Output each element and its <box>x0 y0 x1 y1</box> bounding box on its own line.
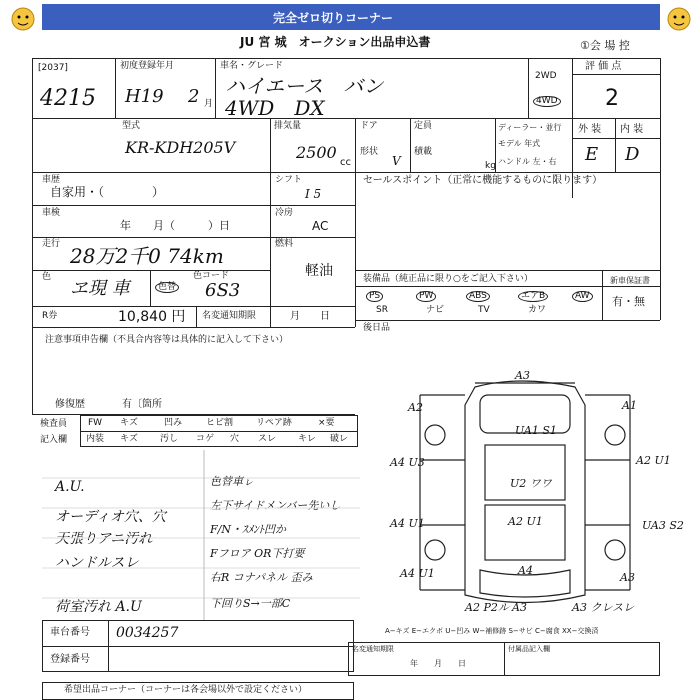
bottom-label: 希望出品コーナー（コーナーは各会場以外で設定ください） <box>64 685 308 695</box>
inspector-mark: リペア跡 <box>256 418 292 428</box>
drive-label: 2WD <box>535 71 557 81</box>
diagram-label: A3 <box>512 601 527 614</box>
header-org: JU 宮 城 オークション出品申込書 <box>240 35 431 49</box>
inspector-mark: 破レ <box>330 434 349 444</box>
remark-left: 天張りアニ汚れ <box>55 531 153 547</box>
equipment-label: 装備品（純正品に限り○をご記入下さい） <box>363 274 533 284</box>
doors-label: ドア <box>360 121 378 131</box>
recycle-value: 10,840 円 <box>118 309 186 325</box>
diagram-label: UA1 S1 <box>515 424 557 437</box>
reserve-label: 付属品記入欄 <box>508 645 550 653</box>
equipment-item: ナビ <box>426 305 445 315</box>
addr-deadline-label: 名変通知期限 <box>352 645 394 653</box>
remark-left: ハンドルスレ <box>55 555 139 571</box>
equipment-item: AW <box>572 291 593 302</box>
shift-label: シフト <box>275 175 303 185</box>
inspector-mark: コゲ <box>196 434 215 444</box>
banner-title: 完全ゼロ切りコーナー <box>273 11 394 25</box>
diagram-label: A4 U1 <box>400 567 435 580</box>
color-value: ヱ現 車 <box>70 278 130 299</box>
displacement-value: 2500 <box>296 143 337 162</box>
displacement-unit: cc <box>340 157 351 168</box>
month-unit: 月 <box>204 99 214 109</box>
chassis-label: 車台番号 <box>50 627 90 638</box>
color-change: 色替 <box>155 282 179 293</box>
inspector-mark: キズ <box>120 418 138 428</box>
inspector-mark: FW <box>88 418 103 428</box>
inspection-label: 車検 <box>42 208 61 218</box>
dealer-label: ディーラー・並行 <box>498 123 562 132</box>
equipment-item: ABS <box>466 291 490 302</box>
inspector-mark: 汚し <box>160 434 179 444</box>
diagram-legend: A−キズ E−エクボ U−凹み W−補修跡 S−サビ C−腐食 XX−交換済 <box>385 627 599 635</box>
shape-value: V <box>392 154 401 168</box>
ext-score: E <box>585 144 599 165</box>
first-reg-label: 初度登録年月 <box>120 61 175 71</box>
remark-right: 下回りS→一部C <box>210 597 291 610</box>
mileage-value: 28万2千0 74km <box>70 244 224 268</box>
chassis-value: 0034257 <box>116 625 179 641</box>
remark-left: A.U. <box>55 479 85 495</box>
int-label: 内 装 <box>620 124 644 135</box>
recycle-label: R券 <box>42 311 58 321</box>
inspector-mark: 凹み <box>164 418 183 428</box>
addr-change-unit: 月 日 <box>290 311 330 322</box>
remarks-lines <box>42 450 360 620</box>
diagram-label: A2 U1 <box>508 515 543 528</box>
vehicle-name: ハイエース バン <box>225 74 384 98</box>
model-year-label: モデル 年式 <box>498 139 541 148</box>
repair-value: 有〔箇所 <box>122 399 162 410</box>
shape-label: 形状 <box>360 147 379 157</box>
int-score: D <box>625 144 640 165</box>
fuel-label: 燃料 <box>275 239 294 249</box>
reg-month: 2 <box>188 86 200 107</box>
history-value: 自家用・（ ） <box>50 185 165 199</box>
color-label: 色 <box>42 272 52 282</box>
mascot-left-icon <box>8 4 38 34</box>
inspector-mark: 内装 <box>86 434 105 444</box>
handle-label: ハンドル 左・右 <box>498 157 557 166</box>
inspector-mark: 穴 <box>230 434 240 444</box>
lot-number: 4215 <box>40 86 96 111</box>
inspector-mark: ヒビ割 <box>206 418 234 428</box>
new-car-label: 新車保証書 <box>610 276 650 285</box>
diagram-label: A4 U1 <box>390 517 425 530</box>
remark-right: Fフロア OR下打要 <box>210 547 305 560</box>
equipment-item: PS <box>366 291 383 302</box>
inspector-mark: ×要 <box>318 418 335 428</box>
color-code-value: 6S3 <box>205 280 241 301</box>
fuel-value: 軽油 <box>305 263 333 279</box>
remark-right: F/N・ｽﾒﾝﾄ凹か <box>210 523 286 536</box>
inspection-value: 年 月（ ）日 <box>120 219 230 232</box>
equipment-item: PW <box>416 291 436 302</box>
repair-label: 修復歴 <box>55 399 85 410</box>
inspector-mark: スレ <box>258 434 277 444</box>
model-value: KR-KDH205V <box>125 138 236 157</box>
score-value: 2 <box>605 86 619 111</box>
inspector-label-1: 検査員 <box>40 419 68 429</box>
diagram-label: UA3 S2 <box>642 519 684 532</box>
diagram-label: A1 <box>622 399 637 412</box>
lot-code: [2037] <box>38 63 68 73</box>
remark-right: 色替車ㇾ <box>210 475 254 488</box>
drive-value: 4WD <box>533 96 561 107</box>
era-year: H19 <box>125 86 164 107</box>
venue-control: ①会 場 控 <box>580 39 630 52</box>
diagram-label: A2 <box>408 401 423 414</box>
diagram-label: A4 <box>518 564 533 577</box>
diagram-label: A3 <box>515 369 530 382</box>
remark-left: オーディオ穴、穴 <box>55 509 166 525</box>
remark-left: 荷室汚れ A.U <box>55 599 142 615</box>
equipment-item: SR <box>376 305 388 315</box>
diagram-label: A2 P2ル <box>465 601 509 614</box>
equipment-item: カワ <box>528 305 547 315</box>
ext-label: 外 装 <box>578 124 602 135</box>
displacement-label: 排気量 <box>274 121 302 131</box>
inspector-mark: キレ <box>298 434 316 444</box>
model-label: 型式 <box>122 121 141 131</box>
after-date-label: 後日品 <box>363 323 391 333</box>
diagram-label: A3 <box>620 571 635 584</box>
inspector-label-2: 記入欄 <box>40 435 68 445</box>
color-code-label: 色コード <box>193 271 230 281</box>
remark-right: 右R コナパネル 歪み <box>210 571 313 584</box>
addr-deadline-value: 年 月 日 <box>410 659 466 668</box>
score-label: 評 価 点 <box>585 61 622 72</box>
diagram-label: A2 U1 <box>636 454 671 467</box>
load-unit: kg <box>485 161 496 171</box>
remark-right: 左下サイドメンバー先いし <box>210 499 341 512</box>
vehicle-name-label: 車名・グレード <box>220 61 284 71</box>
ac-value: AC <box>312 219 329 233</box>
addr-change-label: 名変通知期限 <box>202 311 257 321</box>
history-label: 車歴 <box>42 175 61 185</box>
sales-point-label: セールスポイント（正常に機能するものに限ります） <box>363 175 603 186</box>
load-label: 積載 <box>414 147 433 157</box>
inspector-mark: キズ <box>120 434 138 444</box>
notes-label: 注意事項申告欄（不具合内容等は具体的に記入して下さい） <box>45 335 289 345</box>
diagram-label: U2 ワワ <box>510 477 552 490</box>
equipment-item: TV <box>478 305 490 315</box>
vehicle-grade: 4WD DX <box>225 96 325 120</box>
reg-label: 登録番号 <box>50 654 90 665</box>
diagram-label: A4 U3 <box>390 456 425 469</box>
capacity-label: 定員 <box>414 121 433 131</box>
mascot-right-icon <box>664 4 694 34</box>
new-car-value: 有・無 <box>612 295 645 308</box>
equipment-item: エアB <box>518 291 548 302</box>
shift-value: I 5 <box>305 187 322 201</box>
diagram-label: A3 クレスレ <box>572 601 635 614</box>
banner <box>42 4 660 30</box>
mileage-label: 走行 <box>42 239 61 249</box>
ac-label: 冷房 <box>275 208 294 218</box>
